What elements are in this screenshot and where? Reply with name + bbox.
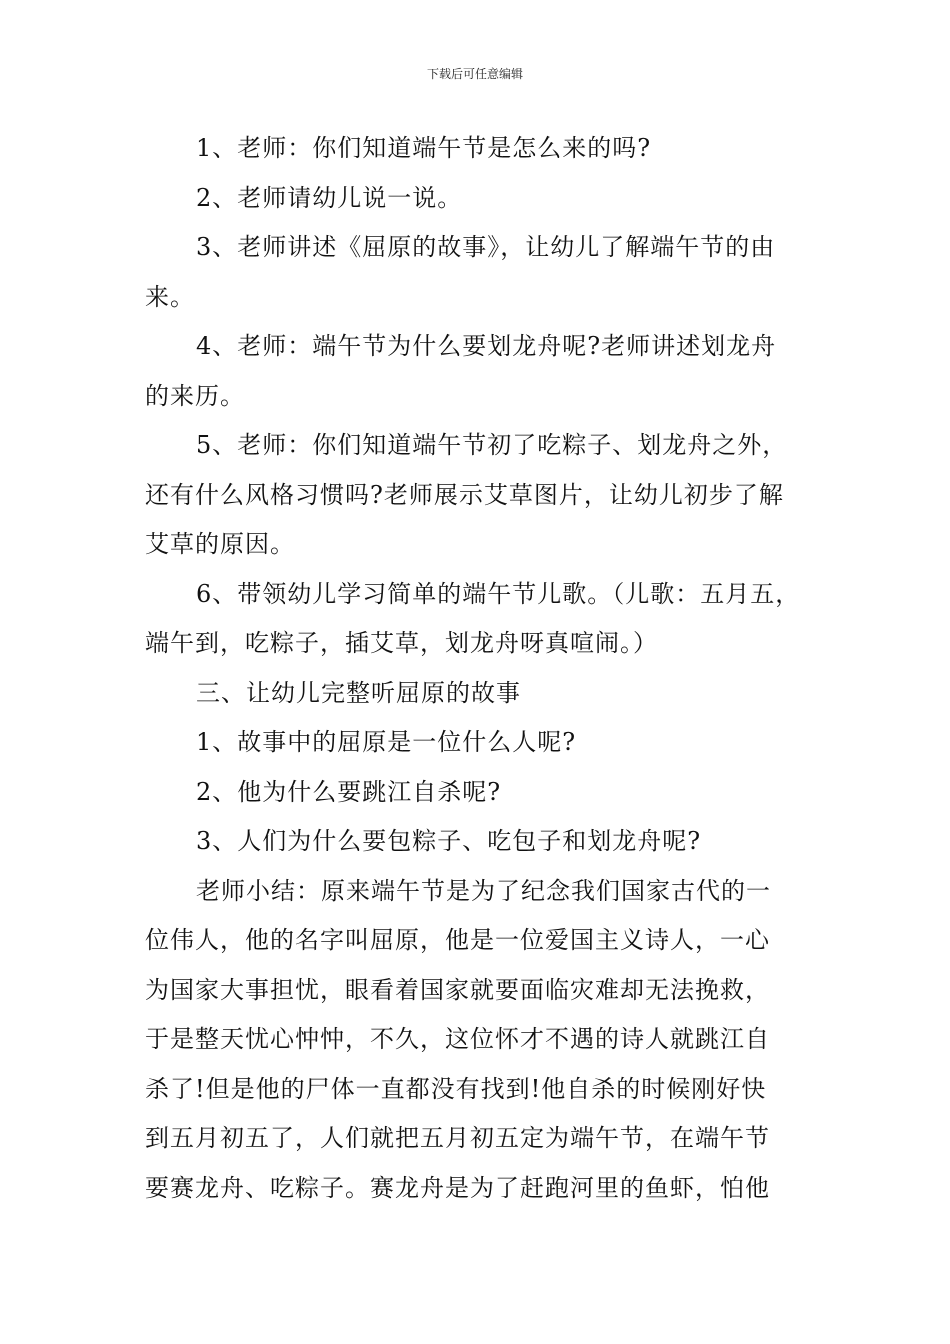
paragraph-q1 [145,124,810,174]
text-line: 2、老师请幼儿说一说。 [196,183,463,212]
text-line: 端午到，吃粽子，插艾草，划龙舟呀真喧闹。） [145,629,658,657]
text-line: 老师小结：原来端午节是为了纪念我们国家古代的一 [196,876,771,905]
text-line: 为国家大事担忧，眼看着国家就要面临灾难却无法挽救， [145,975,770,1004]
paragraph-q5 [145,421,810,570]
paragraph-q2 [145,174,810,224]
paragraph-summary [145,867,810,1214]
section-heading [145,669,810,719]
text-line: 3、老师讲述《屈原的故事》，让幼儿了解端午节的由 [196,233,776,261]
text-line: 到五月初五了，人们就把五月初五定为端午节，在端午节 [145,1124,770,1152]
text-line: 位伟人，他的名字叫屈原，他是一位爱国主义诗人，一心 [145,926,770,954]
text-line: 三、让幼儿完整听屈原的故事 [196,678,521,707]
text-line: 6、带领幼儿学习简单的端午节儿歌。（儿歌：五月五， [196,579,801,608]
text-line: 来。 [145,282,195,311]
text-line: 于是整天忧心忡忡，不久，这位怀才不遇的诗人就跳江自 [145,1025,770,1053]
paragraph-story-q2 [145,768,810,818]
document-body [145,124,810,1213]
text-line: 2、他为什么要跳江自杀呢? [196,777,502,806]
text-line: 艾草的原因。 [145,530,295,558]
text-line: 的来历。 [145,381,245,410]
paragraph-story-q1 [145,718,810,768]
page-header: 下载后可任意编辑 [426,67,523,81]
paragraph-q4 [145,322,810,421]
paragraph-q6 [145,570,810,669]
text-line: 要赛龙舟、吃粽子。赛龙舟是为了赶跑河里的鱼虾，怕他 [145,1173,770,1202]
text-line: 3、人们为什么要包粽子、吃包子和划龙舟呢? [196,827,702,855]
text-line: 杀了!但是他的尸体一直都没有找到!他自杀的时候刚好快 [145,1074,767,1103]
text-line: 1、老师：你们知道端午节是怎么来的吗? [196,134,652,162]
text-line: 还有什么风格习惯吗?老师展示艾草图片，让幼儿初步了解 [145,480,784,509]
paragraph-story-q3 [145,817,810,867]
text-line: 4、老师：端午节为什么要划龙舟呢?老师讲述划龙舟 [196,332,777,360]
paragraph-q3 [145,223,810,322]
text-line: 5、老师：你们知道端午节初了吃粽子、划龙舟之外， [196,431,788,459]
text-line: 1、故事中的屈原是一位什么人呢? [196,728,577,756]
